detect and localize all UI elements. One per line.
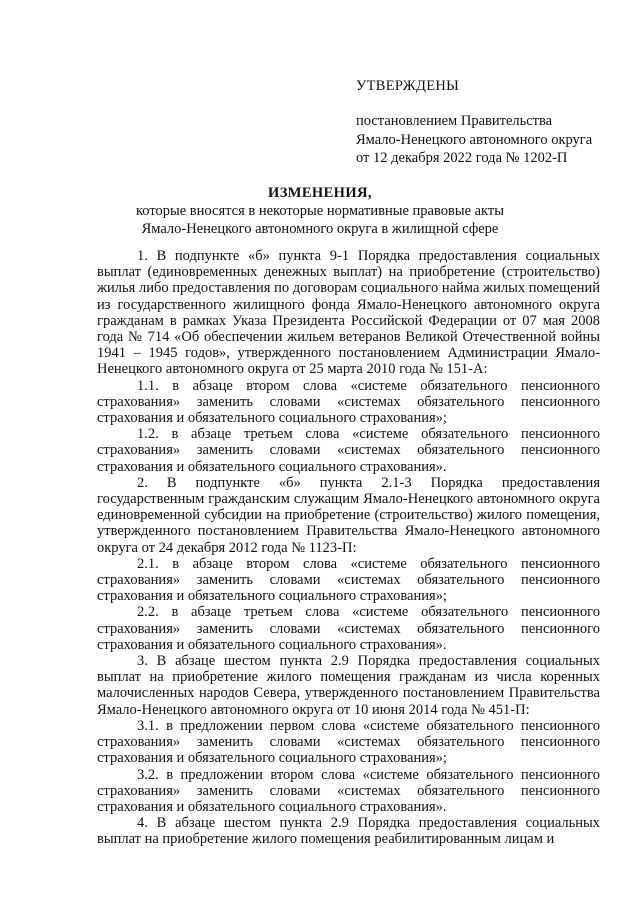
approval-heading: УТВЕРЖДЕНЫ — [356, 78, 460, 94]
document-subtitle-line-1: которые вносятся в некоторые нормативные правовые акты — [135, 203, 504, 219]
document-title: ИЗМЕНЕНИЯ, — [268, 185, 372, 201]
document-subtitle-line-2: Ямало-Ненецкого автономного округа в жилищной сфере — [141, 221, 499, 237]
approval-line: Ямало-Ненецкого автономного округа — [356, 131, 593, 148]
paragraph-item-1: 1. В подпункте «б» пункта 9-1 Порядка предоставления социальных выплат (единовременных денежных выплат) на приобретение (строительство) жилья либо предоставления по договорам социального найма жилых помещений из государственного жилищного фонда Ямало-Ненецкого автономного округа гражданам в рамках Указа Президента Российской Федерации от 07 мая 2008 года № 714 «Об обеспечении жильем ветеранов Великой Отечественной войны 1941 – 1945 годов», утвержденного постановлением Администрации Ямало-Ненецкого автономного округа от 25 марта 2010 года № 151-А: — [97, 248, 600, 378]
paragraph-item-1-1: 1.1. в абзаце втором слова «системе обязательного пенсионного страхования» заменить словами «системах обязательного пенсионного страхования и обязательного социального страхования»; — [97, 377, 600, 427]
paragraph-item-3-2: 3.2. в предложении втором слова «системе обязательного пенсионного страхования» заменить словами «системах обязательного пенсионного страхования и обязательного социального страхования». — [97, 766, 600, 815]
paragraph-item-3-1: 3.1. в предложении первом слова «системе обязательного пенсионного страхования» заменить словами «системах обязательного пенсионного страхования и обязательного социального страхования»; — [97, 717, 600, 767]
paragraph-item-2: 2. В подпункте «б» пункта 2.1-3 Порядка предоставления государственным гражданским служащим Ямало-Ненецкого автономного округа единовременной субсидии на приобретение (строительство) жилого помещения, утвержденного постановлением Правительства Ямало-Ненецкого автономного округа от 24 декабря 2012 года № 1123-П: — [97, 474, 600, 556]
paragraph-item-2-1: 2.1. в абзаце втором слова «системе обязательного пенсионного страхования» заменить словами «системах обязательного пенсионного страхования и обязательного социального страхования»; — [97, 555, 600, 605]
approval-line: постановлением Правительства — [356, 113, 553, 129]
paragraph-item-3: 3. В абзаце шестом пункта 2.9 Порядка предоставления социальных выплат на приобретение жилого помещения гражданам из числа коренных малочисленных народов Севера, утвержденного постановлением Правительства Ямало-Ненецкого автономного округа от 10 июня 2014 года № 451-П: — [97, 653, 600, 718]
document-body — [97, 248, 600, 848]
paragraph-item-1-2: 1.2. в абзаце третьем слова «системе обязательного пенсионного страхования» заменить словами «системах обязательного пенсионного страхования и обязательного социального страхования». — [97, 426, 600, 475]
approval-line: от 12 декабря 2022 года № 1202-П — [356, 150, 568, 166]
paragraph-item-2-2: 2.2. в абзаце третьем слова «системе обязательного пенсионного страхования» заменить словами «системах обязательного пенсионного страхования и обязательного социального страхования». — [97, 604, 600, 653]
paragraph-item-4: 4. В абзаце шестом пункта 2.9 Порядка предоставления социальных выплат на приобретение жилого помещения реабилитированным лицам и — [97, 815, 600, 848]
approval-block — [356, 112, 592, 168]
